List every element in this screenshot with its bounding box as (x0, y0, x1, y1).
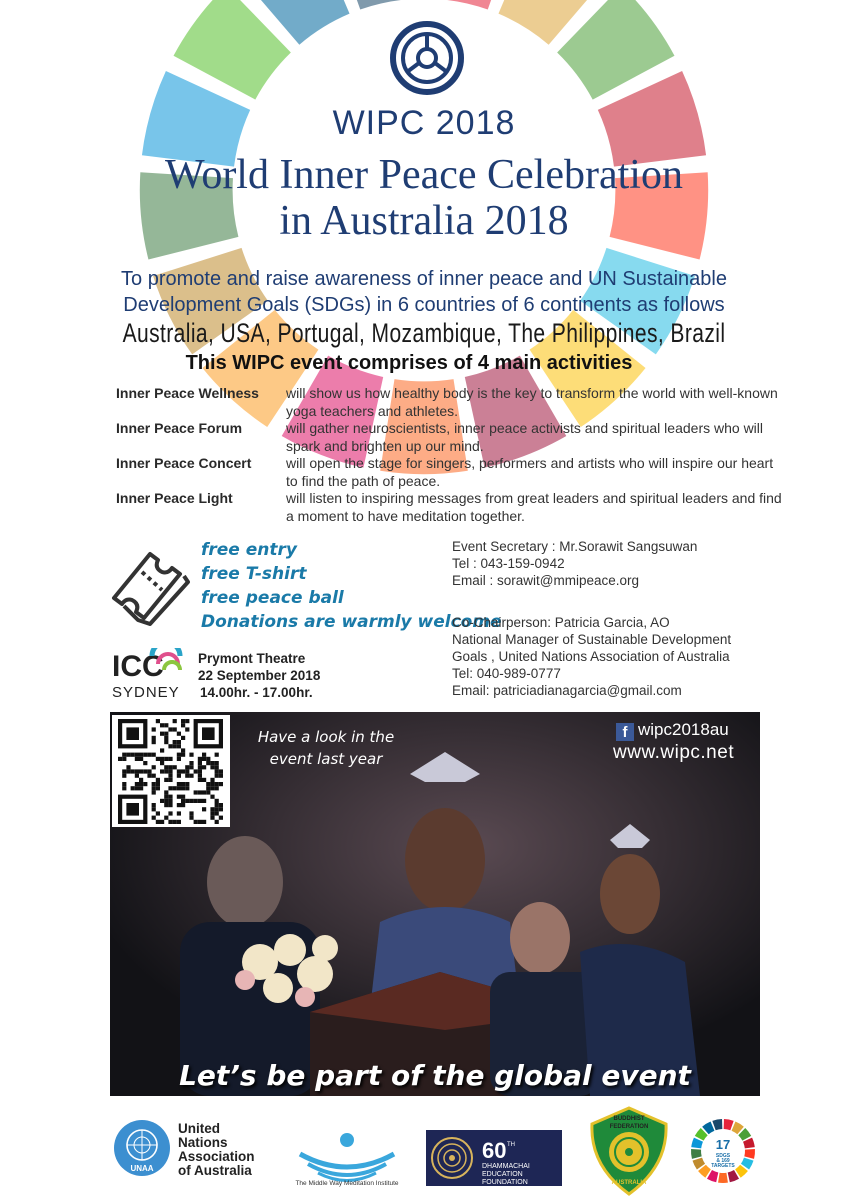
sdg-line3: TARGETS (711, 1163, 735, 1169)
qr-module (210, 807, 214, 811)
qr-module (177, 740, 181, 744)
qr-module (122, 753, 126, 757)
sdg-line1: SDGS (715, 1153, 731, 1159)
qr-module (206, 761, 210, 765)
qr-module (185, 799, 189, 803)
venue-name: Prymont Theatre (198, 651, 306, 666)
qr-module (202, 807, 206, 811)
unaa-line: United (178, 1121, 220, 1136)
qr-module (215, 774, 219, 778)
qr-module (177, 744, 181, 748)
qr-module (160, 799, 164, 803)
ticket-icon (104, 546, 196, 628)
qr-module (177, 774, 181, 778)
qr-module (210, 795, 214, 799)
qr-module (181, 799, 185, 803)
sdg-line2: & 169 (716, 1158, 730, 1164)
secretary-name: Event Secretary : Mr.Sorawit Sangsuwan (452, 539, 698, 554)
event-code: WIPC 2018 (332, 104, 516, 142)
qr-module (164, 795, 168, 799)
qr-module (139, 753, 143, 757)
qr-module (168, 765, 172, 769)
qr-module (219, 769, 223, 773)
activity-desc: will show us how healthy body is the key to transform the world with well-known yoga teachers and athletes. (286, 385, 778, 419)
qr-module (139, 786, 143, 790)
facebook-icon: f (616, 723, 634, 741)
qr-module (164, 736, 168, 740)
venue-date: 22 September 2018 (198, 668, 321, 683)
qr-module (177, 786, 181, 790)
secretary-contact (452, 538, 697, 589)
qr-module (198, 761, 202, 765)
unaa-line: Association (178, 1149, 255, 1164)
qr-module (160, 757, 164, 761)
qr-module (177, 795, 181, 799)
qr-module (164, 740, 168, 744)
sdg-wheel-segment (718, 1173, 728, 1183)
qr-module (156, 786, 160, 790)
sdg-wheel-segment (724, 1119, 734, 1130)
qr-module (143, 769, 147, 773)
qr-module (198, 790, 202, 794)
qr-module (194, 799, 198, 803)
qr-module (152, 727, 156, 731)
qr-module (168, 803, 172, 807)
qr-module (194, 790, 198, 794)
look-line2: event last year (269, 750, 383, 768)
qr-module (160, 761, 164, 765)
qr-module (152, 765, 156, 769)
qr-module (164, 816, 168, 820)
bfa-mid: FEDERATION (609, 1124, 649, 1130)
qr-module (173, 740, 177, 744)
website-link[interactable]: www.wipc.net (613, 742, 735, 763)
qr-module (189, 799, 193, 803)
chair-contact (452, 614, 731, 699)
qr-module (139, 778, 143, 782)
page-title-line1: World Inner Peace Celebration (165, 152, 683, 198)
qr-module (126, 753, 130, 757)
qr-code[interactable] (112, 715, 230, 827)
qr-module (126, 765, 130, 769)
qr-module (168, 774, 172, 778)
chair-name: Co-Chairperson: Patricia Garcia, AO (452, 615, 670, 630)
qr-module (198, 774, 202, 778)
unaa-name (178, 1122, 255, 1178)
qr-module (135, 786, 139, 790)
dmc-line2: EDUCATION (482, 1171, 523, 1178)
facebook-handle: wipc2018au (638, 720, 729, 739)
qr-module (135, 753, 139, 757)
qr-module (164, 790, 168, 794)
qr-module (181, 795, 185, 799)
secretary-phone: Tel : 043-159-0942 (452, 556, 565, 571)
qr-module (143, 753, 147, 757)
qr-module (181, 748, 185, 752)
qr-module (206, 757, 210, 761)
qr-module (168, 727, 172, 731)
qr-module (168, 769, 172, 773)
qr-module (164, 757, 168, 761)
qr-module (152, 753, 156, 757)
qr-module (219, 782, 223, 786)
chair-org: Goals , United Nations Association of Australia (452, 649, 730, 664)
qr-module (202, 757, 206, 761)
qr-module (198, 799, 202, 803)
look-line1: Have a look in the (257, 728, 395, 746)
qr-module (143, 761, 147, 765)
qr-module (185, 774, 189, 778)
qr-module (160, 769, 164, 773)
qr-module (156, 719, 160, 723)
qr-module (185, 769, 189, 773)
qr-module (139, 769, 143, 773)
qr-module (177, 811, 181, 815)
qr-module (147, 769, 151, 773)
activity-name: Inner Peace Wellness (116, 385, 259, 401)
offer-donations: Donations are warmly welcome (201, 612, 502, 632)
qr-module (202, 753, 206, 757)
qr-module (135, 782, 139, 786)
page-title-line2: in Australia 2018 (279, 198, 569, 244)
qr-module (139, 757, 143, 761)
qr-module (147, 774, 151, 778)
qr-module (210, 816, 214, 820)
bfa-bottom: AUSTRALIA (611, 1180, 647, 1186)
qr-module (156, 811, 160, 815)
qr-module (173, 786, 177, 790)
sdg-targets-logo (690, 1118, 756, 1184)
qr-module (210, 765, 214, 769)
wipc-logo-icon (389, 20, 465, 96)
dmc-suffix: TH (507, 1142, 515, 1148)
qr-module (181, 736, 185, 740)
qr-module (177, 769, 181, 773)
qr-module (219, 774, 223, 778)
countries-list: Australia, USA, Portugal, Mozambique, The Philippines, Brazil (122, 318, 726, 348)
activity-name: Inner Peace Light (116, 490, 233, 506)
qr-module (168, 795, 172, 799)
qr-module (164, 803, 168, 807)
sdg-wheel-segment (691, 1149, 702, 1159)
qr-module (215, 807, 219, 811)
qr-module (160, 820, 164, 824)
intro-line2: Development Goals (SDGs) in 6 countries of 6 continents as follows (123, 294, 725, 316)
qr-module (181, 782, 185, 786)
qr-module (173, 744, 177, 748)
qr-module (168, 799, 172, 803)
qr-module (173, 719, 177, 723)
qr-module (131, 769, 135, 773)
qr-module (219, 816, 223, 820)
qr-module (210, 778, 214, 782)
offer-free-tshirt: free T-shirt (201, 564, 307, 584)
icc-logo-letters: ICC (112, 650, 164, 683)
qr-module (194, 820, 198, 824)
qr-module (177, 732, 181, 736)
qr-module (206, 790, 210, 794)
qr-module (164, 799, 168, 803)
qr-module (177, 782, 181, 786)
qr-module (122, 782, 126, 786)
qr-module (206, 786, 210, 790)
qr-module (177, 757, 181, 761)
qr-module (215, 799, 219, 803)
unaa-line: of Australia (178, 1163, 252, 1178)
qr-module (177, 820, 181, 824)
qr-module (215, 786, 219, 790)
qr-module (139, 782, 143, 786)
qr-module (202, 790, 206, 794)
qr-module (135, 774, 139, 778)
qr-module (156, 782, 160, 786)
qr-module (118, 757, 122, 761)
qr-module (202, 820, 206, 824)
qr-module (173, 765, 177, 769)
qr-module (210, 786, 214, 790)
qr-module (173, 820, 177, 824)
qr-module (152, 786, 156, 790)
qr-module (168, 778, 172, 782)
sdg-count: 17 (715, 1137, 731, 1152)
qr-module (135, 757, 139, 761)
qr-module (152, 790, 156, 794)
qr-module (122, 769, 126, 773)
activity-desc: will gather neuroscientists, inner peace activists and spiritual leaders who will spark and brighten up our mind. (286, 420, 764, 454)
qr-module (215, 782, 219, 786)
qr-module (202, 799, 206, 803)
buddhist-federation-logo (588, 1106, 670, 1196)
icc-sydney-logo (108, 648, 190, 700)
sdg-wheel-segment (744, 1149, 755, 1159)
chair-role: National Manager of Sustainable Development (452, 632, 732, 647)
un-emblem-icon (112, 1118, 172, 1178)
qr-module (131, 753, 135, 757)
qr-module (210, 811, 214, 815)
qr-module (126, 769, 130, 773)
qr-module (164, 778, 168, 782)
qr-finder (126, 727, 139, 740)
qr-module (185, 727, 189, 731)
qr-module (160, 723, 164, 727)
chair-email: Email: patriciadianagarcia@gmail.com (452, 683, 682, 698)
dhammachai-foundation-logo (426, 1130, 562, 1186)
qr-module (152, 803, 156, 807)
qr-module (198, 765, 202, 769)
venue-info (198, 650, 320, 701)
offer-free-entry: free entry (201, 540, 297, 560)
qr-module (202, 778, 206, 782)
qr-module (152, 816, 156, 820)
qr-module (215, 820, 219, 824)
qr-module (177, 803, 181, 807)
qr-module (156, 820, 160, 824)
qr-module (181, 769, 185, 773)
qr-module (168, 786, 172, 790)
qr-module (215, 753, 219, 757)
facebook-link[interactable] (616, 720, 729, 741)
qr-module (181, 753, 185, 757)
intro-line1: To promote and raise awareness of inner peace and UN Sustainable (121, 268, 727, 290)
qr-module (215, 803, 219, 807)
qr-finder (126, 803, 139, 816)
activity-desc: will listen to inspiring messages from great leaders and spiritual leaders and find a moment to have meditation together. (286, 490, 782, 524)
sdg-wheel-segment (712, 1119, 722, 1130)
qr-module (168, 757, 172, 761)
qr-module (189, 816, 193, 820)
qr-module (152, 774, 156, 778)
qr-module (160, 748, 164, 752)
qr-module (131, 786, 135, 790)
activity-name: Inner Peace Concert (116, 455, 252, 471)
dmc-number: 60 (482, 1138, 507, 1163)
qr-module (215, 811, 219, 815)
qr-module (215, 769, 219, 773)
dmc-line3: FOUNDATION (482, 1179, 528, 1186)
qr-module (147, 753, 151, 757)
qr-module (202, 765, 206, 769)
qr-module (168, 744, 172, 748)
icc-logo-text: SYDNEY (112, 684, 180, 700)
dmc-line1: DHAMMACHAI (482, 1163, 530, 1170)
qr-module (181, 723, 185, 727)
qr-module (156, 778, 160, 782)
qr-module (168, 820, 172, 824)
bfa-top: BUDDHIST (613, 1116, 645, 1122)
qr-module (210, 761, 214, 765)
qr-module (173, 727, 177, 731)
venue-time: 14.00hr. - 17.00hr. (200, 685, 313, 700)
activity-name: Inner Peace Forum (116, 420, 243, 436)
qr-module (189, 753, 193, 757)
qr-module (143, 782, 147, 786)
qr-module (152, 740, 156, 744)
qr-module (152, 782, 156, 786)
secretary-email: Email : sorawit@mmipeace.org (452, 573, 640, 588)
qr-module (219, 807, 223, 811)
qr-module (198, 769, 202, 773)
qr-module (210, 782, 214, 786)
qr-module (164, 769, 168, 773)
activity-desc: will open the stage for singers, performers and artists who will inspire our heart to find the path of peace. (286, 455, 774, 489)
qr-module (198, 757, 202, 761)
qr-module (164, 723, 168, 727)
qr-module (135, 769, 139, 773)
qr-module (198, 820, 202, 824)
chair-phone: Tel: 040-989-0777 (452, 666, 561, 681)
qr-module (181, 786, 185, 790)
unaa-line: Nations (178, 1135, 228, 1150)
qr-module (164, 732, 168, 736)
activities-heading: This WIPC event comprises of 4 main activities (185, 352, 633, 374)
qr-module (215, 765, 219, 769)
mwmi-label: The Middle Way Meditation Institute (295, 1180, 399, 1187)
qr-module (168, 811, 172, 815)
qr-module (122, 786, 126, 790)
qr-module (206, 782, 210, 786)
qr-module (189, 774, 193, 778)
qr-module (122, 774, 126, 778)
qr-module (152, 807, 156, 811)
qr-module (122, 757, 126, 761)
qr-module (185, 782, 189, 786)
qr-module (215, 761, 219, 765)
qr-finder (202, 727, 215, 740)
qr-module (189, 765, 193, 769)
qr-module (156, 757, 160, 761)
offer-free-peace-ball: free peace ball (201, 588, 344, 608)
qr-module (181, 719, 185, 723)
qr-module (185, 786, 189, 790)
qr-module (164, 765, 168, 769)
qr-module (177, 753, 181, 757)
qr-module (181, 803, 185, 807)
qr-module (160, 732, 164, 736)
qr-module (185, 765, 189, 769)
look-last-year-caption (226, 726, 426, 770)
qr-module (194, 769, 198, 773)
qr-module (219, 803, 223, 807)
qr-module (198, 778, 202, 782)
qr-module (189, 811, 193, 815)
slogan: Let’s be part of the global event (179, 1059, 691, 1092)
qr-module (185, 719, 189, 723)
qr-module (189, 761, 193, 765)
qr-module (152, 736, 156, 740)
unaa-badge: UNAA (130, 1164, 154, 1173)
